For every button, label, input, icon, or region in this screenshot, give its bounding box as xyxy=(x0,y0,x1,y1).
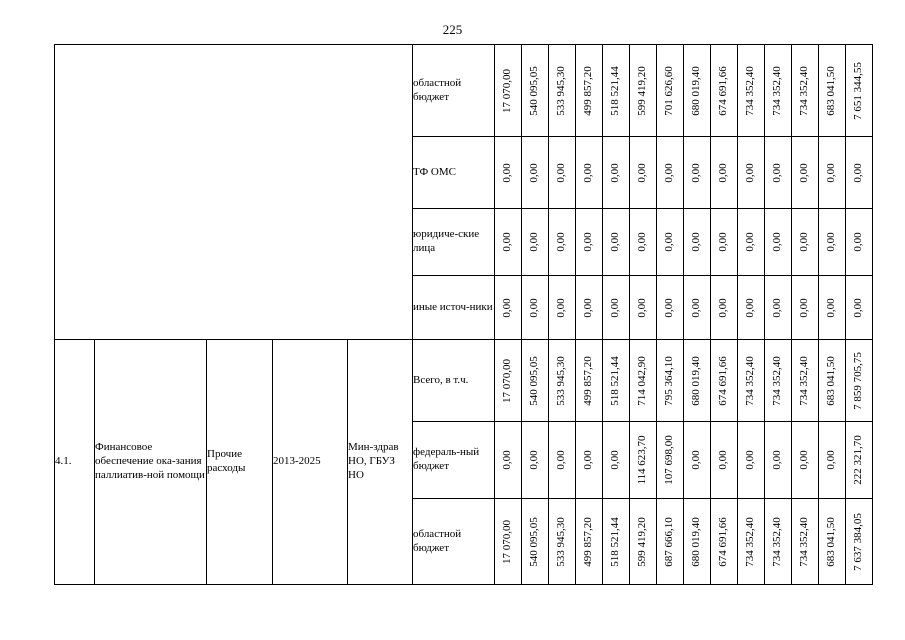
value-cell xyxy=(522,340,549,422)
value-cell xyxy=(495,499,522,585)
value-cell xyxy=(495,209,522,276)
value-text: 0,00 xyxy=(798,162,811,183)
value-text: 0,00 xyxy=(663,232,676,252)
value-text: 734 352,40 xyxy=(798,65,811,116)
value-text: 0,00 xyxy=(798,297,811,318)
value-cell xyxy=(603,209,630,276)
value-text: 222 321,70 xyxy=(852,435,865,485)
page-number: 225 xyxy=(442,22,463,37)
value-text: 0,00 xyxy=(825,162,838,183)
value-text: 0,00 xyxy=(636,297,649,318)
value-text: 0,00 xyxy=(690,162,703,183)
value-cell xyxy=(846,340,873,422)
value-text: 7 859 705,75 xyxy=(852,351,865,410)
value-text: 674 691,66 xyxy=(717,516,730,567)
value-text: 0,00 xyxy=(636,232,649,252)
value-cell xyxy=(576,209,603,276)
value-cell xyxy=(846,499,873,585)
value-text: 0,00 xyxy=(663,297,676,318)
value-cell xyxy=(576,137,603,209)
value-text: 599 419,20 xyxy=(636,65,649,116)
value-cell xyxy=(549,209,576,276)
value-cell xyxy=(711,340,738,422)
value-text: 680 019,40 xyxy=(690,516,703,567)
item-name: Финансовое обеспечение ока-зания паллиатив-ной помощи xyxy=(95,340,207,585)
value-cell xyxy=(765,45,792,137)
value-text: 0,00 xyxy=(771,162,784,183)
funding-source: ТФ ОМС xyxy=(413,137,495,209)
value-text: 0,00 xyxy=(690,297,703,318)
value-cell xyxy=(846,137,873,209)
value-cell xyxy=(792,340,819,422)
value-cell xyxy=(657,340,684,422)
value-text: 499 857,20 xyxy=(582,516,595,567)
value-text: 795 364,10 xyxy=(663,355,676,406)
value-text: 0,00 xyxy=(582,297,595,318)
value-text: 0,00 xyxy=(501,297,514,318)
value-cell xyxy=(738,276,765,340)
value-cell xyxy=(819,340,846,422)
value-cell xyxy=(576,340,603,422)
value-text: 0,00 xyxy=(744,232,757,252)
value-cell xyxy=(684,45,711,137)
funding-source: Всего, в т.ч. xyxy=(413,340,495,422)
value-cell xyxy=(684,499,711,585)
value-text: 0,00 xyxy=(609,162,622,183)
value-cell xyxy=(495,137,522,209)
value-cell xyxy=(684,422,711,499)
value-text: 114 623,70 xyxy=(636,435,649,485)
value-cell xyxy=(765,422,792,499)
value-cell xyxy=(657,209,684,276)
implementation-period: 2013-2025 xyxy=(273,340,348,585)
value-text: 0,00 xyxy=(528,162,541,183)
value-text: 540 095,05 xyxy=(528,355,541,406)
value-text: 0,00 xyxy=(825,297,838,318)
value-text: 734 352,40 xyxy=(744,355,757,406)
value-text: 7 651 344,55 xyxy=(852,61,865,120)
value-cell xyxy=(846,209,873,276)
value-cell xyxy=(549,340,576,422)
value-cell xyxy=(522,209,549,276)
value-cell xyxy=(630,340,657,422)
funding-source: федераль-ный бюджет xyxy=(413,422,495,499)
value-cell xyxy=(684,340,711,422)
value-text: 540 095,05 xyxy=(528,65,541,116)
item-number: 4.1. xyxy=(55,340,95,585)
value-cell xyxy=(549,137,576,209)
funding-source: областной бюджет xyxy=(413,45,495,137)
value-text: 0,00 xyxy=(717,450,730,470)
value-cell xyxy=(576,499,603,585)
value-text: 0,00 xyxy=(528,232,541,252)
value-text: 0,00 xyxy=(852,232,865,252)
value-text: 683 041,50 xyxy=(825,516,838,567)
value-cell xyxy=(738,209,765,276)
value-text: 0,00 xyxy=(528,297,541,318)
value-text: 0,00 xyxy=(852,297,865,318)
value-cell xyxy=(603,276,630,340)
value-text: 0,00 xyxy=(555,297,568,318)
value-text: 0,00 xyxy=(609,232,622,252)
funding-source: иные источ-ники xyxy=(413,276,495,340)
value-cell xyxy=(522,137,549,209)
value-text: 734 352,40 xyxy=(771,355,784,406)
value-text: 680 019,40 xyxy=(690,355,703,406)
funding-source: юридиче-ские лица xyxy=(413,209,495,276)
value-cell xyxy=(738,137,765,209)
value-cell xyxy=(576,276,603,340)
value-cell xyxy=(630,45,657,137)
value-text: 0,00 xyxy=(501,162,514,183)
value-cell xyxy=(603,422,630,499)
value-text: 0,00 xyxy=(744,297,757,318)
value-cell xyxy=(819,499,846,585)
value-text: 0,00 xyxy=(555,162,568,183)
value-text: 0,00 xyxy=(798,450,811,470)
empty-merged-cell xyxy=(55,45,413,340)
value-text: 674 691,66 xyxy=(717,355,730,406)
value-cell xyxy=(792,137,819,209)
value-cell xyxy=(603,499,630,585)
value-text: 107 698,00 xyxy=(663,435,676,485)
value-cell xyxy=(657,276,684,340)
value-text: 518 521,44 xyxy=(609,65,622,116)
value-cell xyxy=(765,209,792,276)
value-text: 734 352,40 xyxy=(744,516,757,567)
value-cell xyxy=(630,209,657,276)
value-cell xyxy=(765,499,792,585)
value-cell xyxy=(522,276,549,340)
value-text: 0,00 xyxy=(555,450,568,470)
value-text: 683 041,50 xyxy=(825,355,838,406)
value-cell xyxy=(630,499,657,585)
budget-table xyxy=(54,44,873,585)
value-cell xyxy=(657,137,684,209)
value-cell xyxy=(819,422,846,499)
value-cell xyxy=(630,422,657,499)
value-cell xyxy=(549,499,576,585)
value-text: 701 626,60 xyxy=(663,65,676,116)
value-text: 734 352,40 xyxy=(798,516,811,567)
value-cell xyxy=(711,422,738,499)
value-cell xyxy=(792,45,819,137)
value-text: 0,00 xyxy=(771,450,784,470)
value-cell xyxy=(522,499,549,585)
value-cell xyxy=(657,499,684,585)
value-cell xyxy=(738,422,765,499)
value-cell xyxy=(819,45,846,137)
value-cell xyxy=(495,276,522,340)
value-cell xyxy=(711,499,738,585)
value-cell xyxy=(738,499,765,585)
value-text: 0,00 xyxy=(744,162,757,183)
value-cell xyxy=(495,45,522,137)
value-text: 0,00 xyxy=(690,232,703,252)
value-text: 0,00 xyxy=(663,162,676,183)
value-cell xyxy=(846,422,873,499)
value-text: 0,00 xyxy=(528,450,541,470)
value-text: 0,00 xyxy=(771,232,784,252)
value-text: 518 521,44 xyxy=(609,516,622,567)
value-text: 499 857,20 xyxy=(582,355,595,406)
value-text: 7 637 384,05 xyxy=(852,512,865,571)
value-text: 0,00 xyxy=(636,162,649,183)
value-cell xyxy=(549,45,576,137)
value-cell xyxy=(711,137,738,209)
value-cell xyxy=(576,45,603,137)
value-cell xyxy=(522,45,549,137)
value-text: 0,00 xyxy=(744,450,757,470)
value-cell xyxy=(603,45,630,137)
value-cell xyxy=(522,422,549,499)
value-cell xyxy=(711,209,738,276)
value-text: 599 419,20 xyxy=(636,516,649,567)
value-text: 0,00 xyxy=(771,297,784,318)
value-cell xyxy=(630,137,657,209)
value-cell xyxy=(738,45,765,137)
value-text: 17 070,00 xyxy=(501,68,514,113)
value-text: 734 352,40 xyxy=(771,516,784,567)
value-text: 533 945,30 xyxy=(555,65,568,116)
value-cell xyxy=(846,276,873,340)
value-cell xyxy=(792,422,819,499)
value-cell xyxy=(819,137,846,209)
value-text: 0,00 xyxy=(582,162,595,183)
value-cell xyxy=(630,276,657,340)
value-text: 0,00 xyxy=(501,232,514,252)
value-text: 0,00 xyxy=(825,450,838,470)
value-text: 0,00 xyxy=(717,162,730,183)
value-cell xyxy=(576,422,603,499)
value-cell xyxy=(495,340,522,422)
value-text: 734 352,40 xyxy=(798,355,811,406)
value-text: 17 070,00 xyxy=(501,358,514,403)
value-cell xyxy=(765,137,792,209)
value-cell xyxy=(819,209,846,276)
value-text: 0,00 xyxy=(717,297,730,318)
value-text: 0,00 xyxy=(798,232,811,252)
value-cell xyxy=(846,45,873,137)
value-text: 0,00 xyxy=(825,232,838,252)
executor: Мин-здрав НО, ГБУЗ НО xyxy=(348,340,413,585)
value-text: 0,00 xyxy=(555,232,568,252)
value-text: 683 041,50 xyxy=(825,65,838,116)
value-text: 533 945,30 xyxy=(555,355,568,406)
value-text: 680 019,40 xyxy=(690,65,703,116)
value-text: 714 042,90 xyxy=(636,355,649,406)
value-text: 533 945,30 xyxy=(555,516,568,567)
value-cell xyxy=(792,209,819,276)
value-cell xyxy=(495,422,522,499)
value-text: 499 857,20 xyxy=(582,65,595,116)
value-text: 687 666,10 xyxy=(663,516,676,567)
value-text: 0,00 xyxy=(582,232,595,252)
value-text: 518 521,44 xyxy=(609,355,622,406)
value-text: 540 095,05 xyxy=(528,516,541,567)
value-text: 0,00 xyxy=(609,297,622,318)
value-text: 0,00 xyxy=(582,450,595,470)
value-cell xyxy=(684,137,711,209)
value-cell xyxy=(819,276,846,340)
value-cell xyxy=(711,276,738,340)
value-text: 17 070,00 xyxy=(501,519,514,564)
expense-type: Прочие расходы xyxy=(207,340,273,585)
value-text: 0,00 xyxy=(501,450,514,470)
value-text: 674 691,66 xyxy=(717,65,730,116)
value-cell xyxy=(657,422,684,499)
funding-source: областной бюджет xyxy=(413,499,495,585)
value-cell xyxy=(765,340,792,422)
value-text: 0,00 xyxy=(609,450,622,470)
value-cell xyxy=(603,340,630,422)
value-cell xyxy=(684,209,711,276)
value-cell xyxy=(792,499,819,585)
value-cell xyxy=(549,422,576,499)
value-cell xyxy=(657,45,684,137)
value-cell xyxy=(738,340,765,422)
value-text: 0,00 xyxy=(852,162,865,183)
value-cell xyxy=(765,276,792,340)
value-text: 0,00 xyxy=(717,232,730,252)
table-row xyxy=(55,340,873,422)
value-cell xyxy=(792,276,819,340)
value-cell xyxy=(603,137,630,209)
value-text: 734 352,40 xyxy=(744,65,757,116)
value-text: 734 352,40 xyxy=(771,65,784,116)
value-text: 0,00 xyxy=(690,450,703,470)
value-cell xyxy=(549,276,576,340)
table-row xyxy=(55,45,873,137)
value-cell xyxy=(684,276,711,340)
value-cell xyxy=(711,45,738,137)
